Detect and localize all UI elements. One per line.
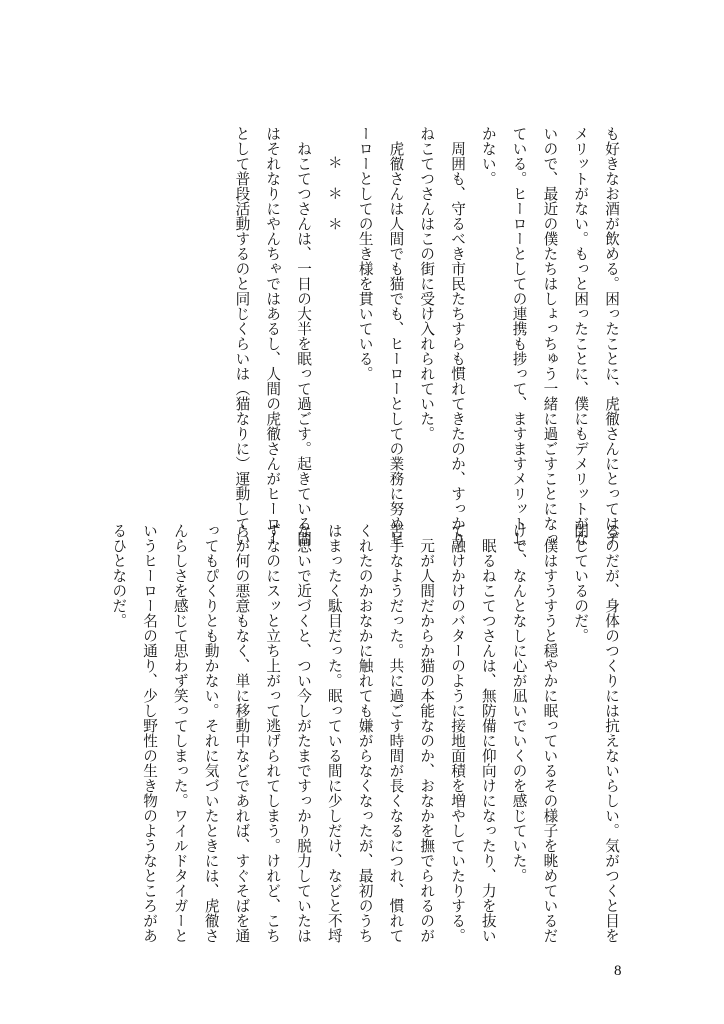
text-line: 苦手なようだった。共に過ごす時間が長くなるにつれ、慣れて: [387, 523, 405, 943]
top-text-block: [226, 126, 626, 546]
text-line: 周囲も、守るべき市民たちすらも慣れてきたのか、すっかり: [449, 140, 467, 546]
text-line: ーローとしての生き様を貫いている。: [356, 126, 374, 381]
text-line: るひとなのだ。: [110, 523, 128, 628]
text-line: として普段活動するのと同じくらいは（猫なりに）運動してい: [233, 126, 251, 546]
text-line: らが何の悪意もなく、単に移動中などであれば、すぐそばを通: [233, 523, 251, 943]
text-line: はまったく駄目だった。眠っている間に少しだけ、などと不埒: [325, 523, 343, 943]
text-line: ねこてつさんはこの街に受け入れられていた。: [418, 126, 436, 441]
text-line: 元が人間だからか猫の本能なのか、おなかを撫でられるのが: [418, 537, 436, 943]
text-line: んらしさを感じて思わず笑ってしまった。ワイルドタイガーと: [171, 523, 189, 943]
text-line: メリットがない。もっと困ったことに、僕にもデメリットがな: [572, 126, 590, 546]
text-line: るのだが、身体のつくりには抗えないらしい。気がつくと目を: [603, 523, 620, 943]
text-line: な思いで近づくと、つい今しがたまですっかり脱力していたは: [295, 523, 313, 943]
text-line: ねこてつさんは、一日の大半を眠って過ごす。起きている間: [295, 140, 313, 546]
page-number: 8: [614, 963, 622, 979]
text-line: て融けかけのバターのように接地面積を増やしていたりする。: [449, 523, 467, 943]
bottom-text-block: [102, 523, 626, 943]
text-line: いので、最近の僕たちはしょっちゅう一緒に過ごすことになっ: [541, 126, 559, 546]
text-line: ってもぴくりとも動かない。それに気づいたときには、虎徹さ: [202, 523, 220, 943]
text-line: ずなのにスッと立ち上がって逃げられてしまう。けれど、こち: [264, 523, 282, 943]
text-line: 閉じているのだ。: [572, 523, 590, 643]
text-line: いうヒーロー名の通り、少し野性の生き物のようなところがあ: [141, 523, 159, 943]
text-line: かない。: [479, 126, 497, 186]
text-line: はそれなりにやんちゃではあるし、人間の虎徹さんがヒーロー: [264, 126, 282, 546]
text-line: けで、なんとなしに心が凪いでいくのを感じていた。: [510, 523, 528, 883]
text-line: 眠るねこてつさんは、無防備に仰向けになったり、力を抜い: [479, 537, 497, 943]
section-break: ＊＊＊: [325, 155, 343, 248]
text-line: ている。ヒーローとしての連携も捗って、ますますメリットし: [510, 126, 528, 546]
text-line: 虎徹さんは人間でも猫でも、ヒーローとしての業務に努めヒ: [387, 140, 405, 546]
text-line: 僕はすうすうと穏やかに眠っているその様子を眺めているだ: [541, 537, 559, 943]
text-line: も好きなお酒が飲める。困ったことに、虎徹さんにとってはデ: [603, 126, 620, 546]
text-line: くれたのかおなかに触れても嫌がらなくなったが、最初のうち: [356, 523, 374, 943]
